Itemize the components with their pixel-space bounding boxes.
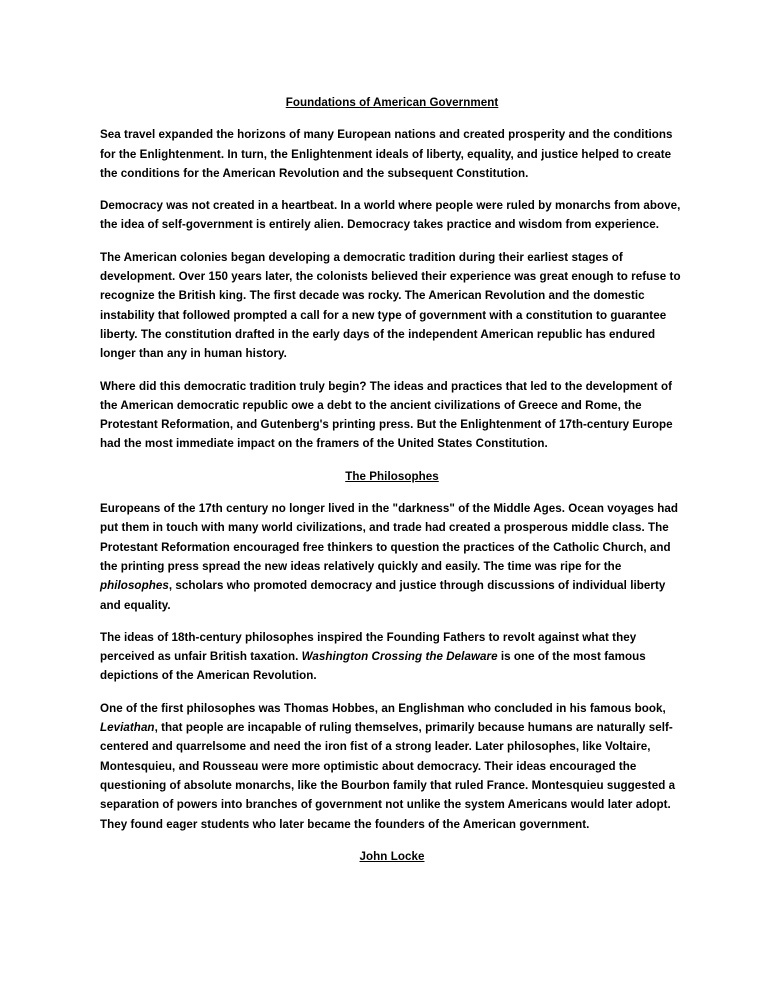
philosophes-p3-text-after: , that people are incapable of ruling themselves, primarily because humans are naturally self-centered and quarrelsome and need the iron fist of a strong leader. Later philosophes, like Voltaire, Montesquieu, and Rousseau were more optimistic about democracy. Their ideas encouraged the questioning of absolute monarchs, like the Bourbon family that ruled France. Montesquieu suggested a separation of powers into branches of government not unlike the system Americans would later adopt. They found eager students who later became the founders of the American government.: [100, 721, 676, 831]
intro-paragraph-3: The American colonies began developing a democratic tradition during their earliest stages of development. Over 150 years later, the colonists believed their experience was great enough to refuse to recognize the British king. The first decade was rocky. The American Revolution and the domestic instability that followed prompted a call for a new type of government with a constitution to guarantee liberty. The constitution drafted in the early days of the independent American republic has endured longer than any in human history.: [100, 250, 681, 361]
philosophes-paragraph-1: [100, 499, 684, 615]
section-heading-philosophes: The Philosophes: [345, 469, 439, 483]
philosophes-p1-text-after: , scholars who promoted democracy and justice through discussions of individual liberty and equality.: [100, 579, 666, 612]
philosophes-paragraph-2: [100, 628, 684, 686]
intro-paragraph-1: Sea travel expanded the horizons of many European nations and created prosperity and the conditions for the Enlightenment. In turn, the Enlightenment ideals of liberty, equality, and justice helped to create the conditions for the American Revolution and the subsequent Constitution.: [100, 128, 673, 180]
philosophes-paragraph-3: [100, 699, 684, 834]
section-heading-john-locke: John Locke: [359, 849, 425, 863]
document-title: Foundations of American Government: [285, 96, 499, 109]
document-page: [100, 93, 684, 879]
philosophes-p1-text-before: Europeans of the 17th century no longer lived in the "darkness" of the Middle Ages. Ocean voyages had put them in touch with many world civilizations, and trade had created a prosperous middle class. The Protestant Reformation encouraged free thinkers to question the practices of the Catholic Church, and the printing press spread the new ideas relatively quickly and easily. The time was ripe for the: [100, 502, 679, 573]
intro-paragraph-2: Democracy was not created in a heartbeat. In a world where people were ruled by monarchs from above, the idea of self-government is entirely alien. Democracy takes practice and wisdom from experience.: [100, 199, 681, 232]
philosophes-p3-text-before: One of the first philosophes was Thomas Hobbes, an Englishman who concluded in his famous book,: [100, 701, 666, 715]
philosophes-p2-emphasis: Washington Crossing the Delaware: [301, 650, 498, 664]
philosophes-p2-text-before: The ideas of 18th-century philosophes inspired the Founding Fathers to revolt against what they perceived as unfair British taxation.: [100, 630, 637, 664]
philosophes-p1-emphasis: philosophes: [100, 579, 169, 593]
philosophes-p3-emphasis: Leviathan: [100, 721, 155, 735]
intro-paragraph-4: Where did this democratic tradition truly begin? The ideas and practices that led to the development of the American democratic republic owe a debt to the ancient civilizations of Greece and Rome, the Protestant Reformation, and Gutenberg's printing press. But the Enlightenment of 17th-century Europe had the most immediate impact on the framers of the United States Constitution.: [100, 379, 673, 451]
philosophes-p2-text-after: is one of the most famous depictions of the American Revolution.: [100, 650, 646, 683]
